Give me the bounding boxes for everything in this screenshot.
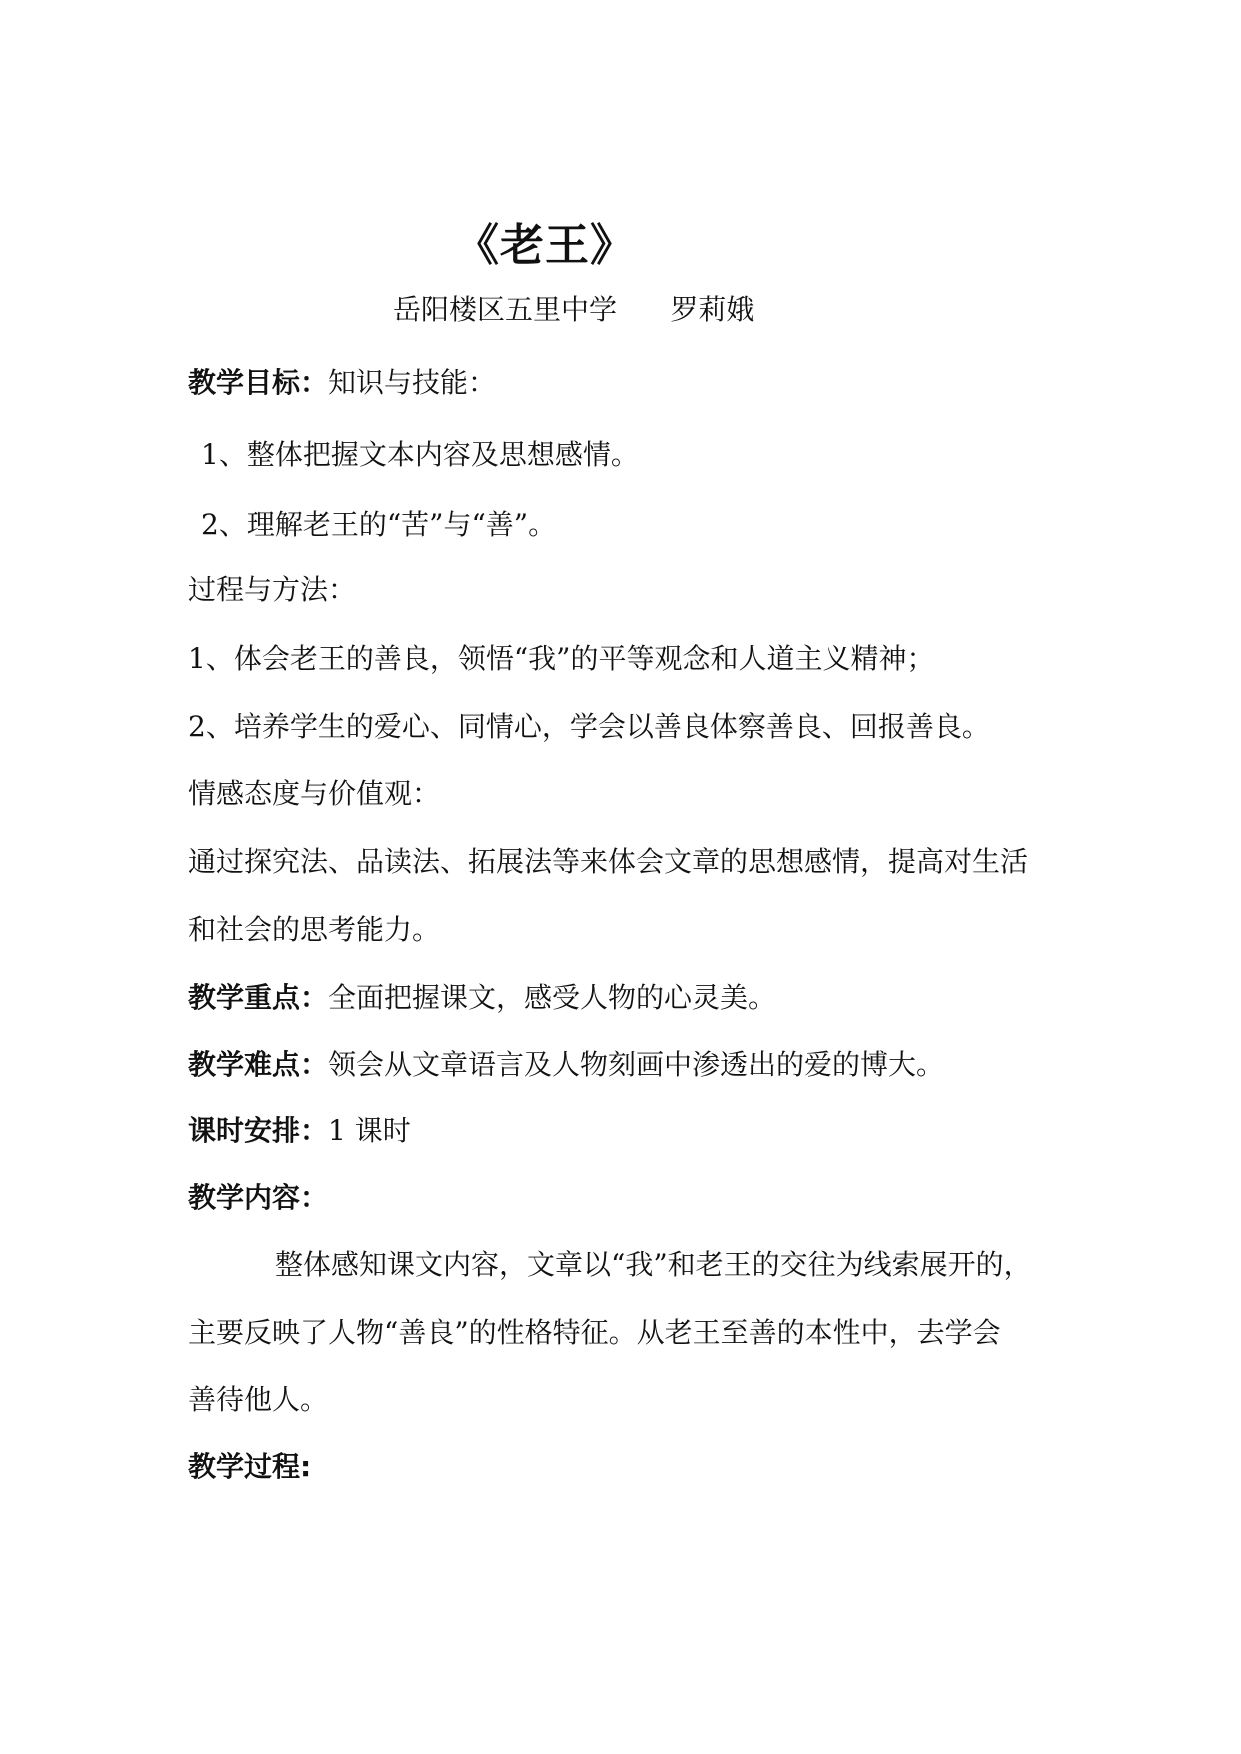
- knowledge-heading: 知识与技能：: [328, 366, 497, 399]
- schedule-label: 课时安排：: [188, 1114, 329, 1147]
- knowledge-item: 1、整体把握文本内容及思想感情。: [201, 438, 639, 471]
- author-line: 岳阳楼区五里中学 罗莉娥: [393, 293, 755, 326]
- attitude-line: 和社会的思考能力。: [188, 913, 441, 946]
- difficult-point-label: 教学难点：: [188, 1048, 329, 1081]
- attitude-line: 通过探究法、品读法、拓展法等来体会文章的思想感情，提高对生活: [188, 845, 1029, 878]
- content-label: 教学内容：: [188, 1181, 329, 1214]
- knowledge-item: 2、理解老王的“苦”与“善”。: [201, 508, 557, 541]
- difficult-point-text: 领会从文章语言及人物刻画中渗透出的爱的博大。: [328, 1048, 945, 1081]
- page-title: 《老王》: [455, 220, 635, 271]
- attitude-heading: 情感态度与价值观：: [188, 777, 441, 810]
- objectives-line: [188, 363, 496, 403]
- schedule-text: 1 课时: [328, 1114, 411, 1147]
- schedule-line: [188, 1111, 411, 1151]
- process-item: 1、体会老王的善良，领悟“我”的平等观念和人道主义精神；: [188, 642, 935, 675]
- key-point-label: 教学重点：: [188, 981, 329, 1014]
- content-line: 主要反映了人物“善良”的性格特征。从老王至善的本性中，去学会: [188, 1316, 1001, 1349]
- key-point-line: [188, 978, 776, 1018]
- process-item: 2、培养学生的爱心、同情心，学会以善良体察善良、回报善良。: [188, 710, 990, 743]
- objectives-label: 教学目标：: [188, 366, 329, 399]
- content-line: 整体感知课文内容，文章以“我”和老王的交往为线索展开的，: [275, 1248, 1032, 1281]
- key-point-text: 全面把握课文，感受人物的心灵美。: [328, 981, 777, 1014]
- process-section-label: 教学过程:: [188, 1450, 312, 1483]
- difficult-point-line: [188, 1045, 944, 1085]
- content-line: 善待他人。: [188, 1383, 329, 1416]
- process-heading: 过程与方法：: [188, 573, 357, 606]
